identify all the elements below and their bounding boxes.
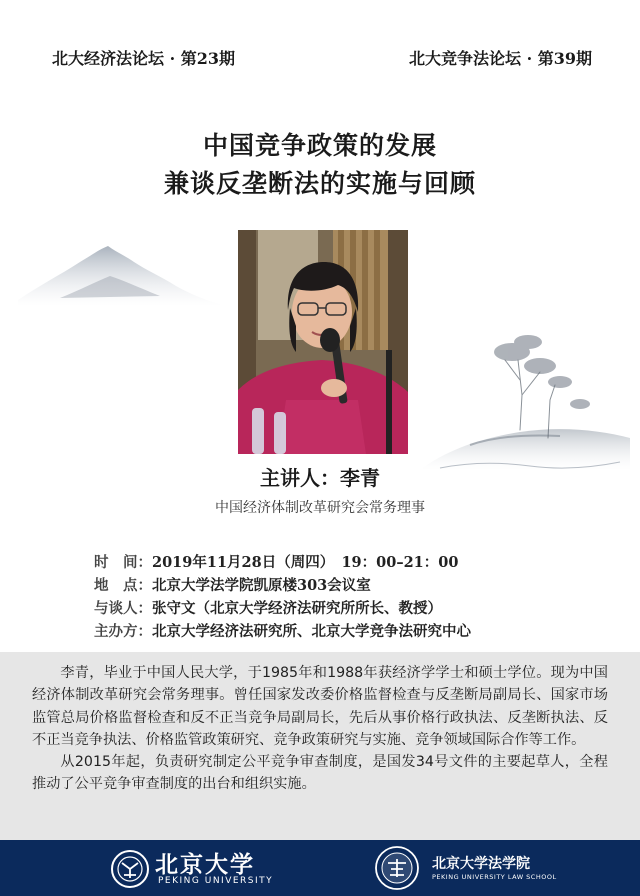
pku-name-en: PEKING UNIVERSITY	[158, 876, 274, 886]
time-label: 时 间：	[94, 554, 152, 571]
host-label: 主办方：	[94, 623, 152, 640]
speaker-position: 中国经济体制改革研究会常务理事	[215, 500, 425, 516]
speaker-name: 主讲人：李青	[260, 466, 380, 490]
lecture-title-line1: 中国竞争政策的发展	[202, 131, 437, 160]
pku-emblem-icon	[110, 849, 150, 889]
host-value: 北京大学经济法研究所、北京大学竞争法研究中心	[152, 623, 471, 640]
discussant-label: 与谈人：	[94, 600, 152, 617]
event-discussant-row	[94, 597, 442, 618]
speaker-bio-panel	[0, 652, 640, 840]
bio-paragraph-2: 从2015年起，负责研究制定公平竞争审查制度，是国发34号文件的主要起草人，全程推动了公平竞争审查制度的出台和组织实施。	[32, 754, 608, 793]
forum-series-left: 北大经济法论坛 · 第23期	[52, 49, 235, 68]
event-time-row	[94, 551, 458, 572]
speaker-photo	[238, 230, 408, 454]
law-school-name-cn: 北京大学法学院	[432, 856, 530, 872]
lecture-title-line2: 兼谈反垄断法的实施与回顾	[163, 169, 476, 198]
footer-bar	[0, 840, 640, 896]
forum-series-right: 北大竞争法论坛 · 第39期	[409, 49, 592, 68]
place-label: 地 点：	[94, 577, 152, 594]
bio-paragraph-1: 李青，毕业于中国人民大学，于1985年和1988年获经济学学士和硕士学位。现为中国经济体制改革研究会常务理事。曾任国家发改委价格监督检查与反垄断局副局长、国家市场监管总局价格监督检查和反不正当竞争局副局长，先后从事价格行政执法、反垄断执法、反不正当竞争执法、价格监管政策研究、竞争政策研究与实施、竞争领域国际合作等工作。	[32, 665, 608, 748]
discussant-value: 张守文（北京大学经济法研究所所长、教授）	[152, 600, 442, 617]
law-school-seal-icon	[373, 845, 421, 891]
pku-name-cn: 北京大学	[155, 851, 255, 878]
time-value: 2019年11月28日（周四） 19：00–21：00	[152, 554, 459, 571]
event-place-row	[94, 574, 371, 595]
law-school-name-en: PEKING UNIVERSITY LAW SCHOOL	[432, 873, 557, 881]
place-value: 北京大学法学院凯原楼303会议室	[152, 577, 371, 594]
event-host-row	[94, 620, 471, 641]
